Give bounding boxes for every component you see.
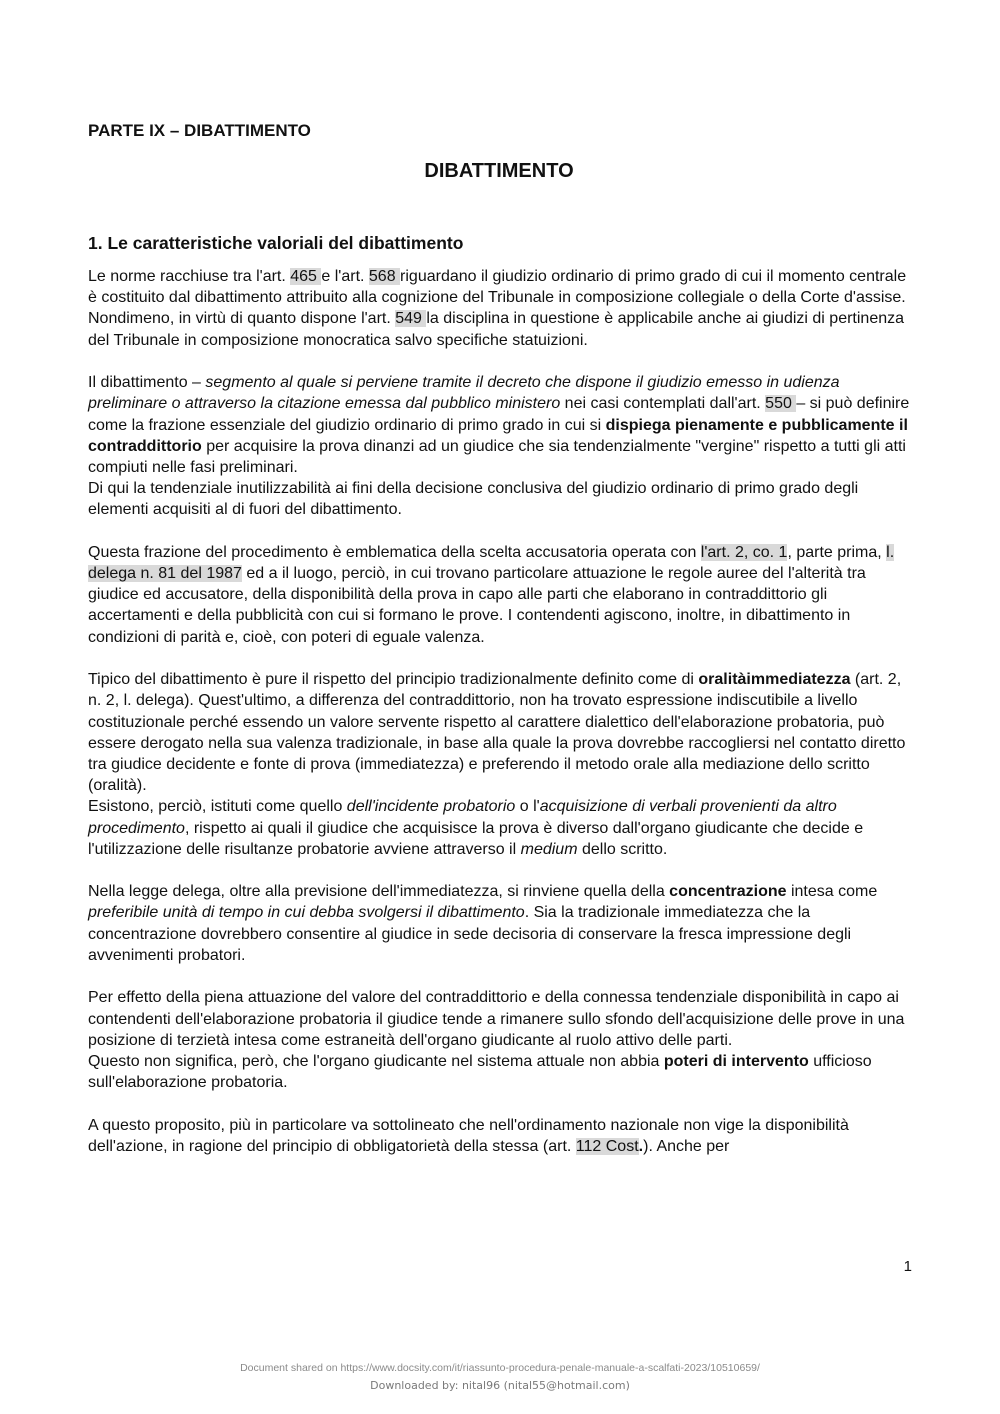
footer-downloaded-by: Downloaded by: nital96 (nital55@hotmail.com) [370,1379,630,1392]
text-run: A questo proposito, più in particolare va sottolineato che nell'ordinamento nazionale non vige la disponibilità dell'azione, in ragione del principio di obbligatorietà della stessa (art. [88,1116,849,1155]
article-reference-link[interactable]: 550 [765,395,797,413]
paragraph-6 [88,796,910,860]
paragraph-9 [88,1051,910,1093]
text-run: o l' [515,798,540,816]
text-run: , parte prima, [787,543,887,561]
text-run: Le norme racchiuse tra l'art. [88,268,291,285]
article-reference-link[interactable]: 465 [290,268,322,285]
paragraph-2 [88,372,910,478]
text-run: ufficioso sull'elaborazione probatoria. [88,1052,872,1092]
text-run: nei casi contemplati dall'art. [560,395,766,413]
paragraph-3: Di qui la tendenziale inutilizzabilità ai fini della decisione conclusiva del giudizio ordinario di primo grado degli elementi acquisiti al di fuori del dibattimento. [88,480,859,519]
document-title: DIBATTIMENTO [424,160,574,182]
italic-text: segmento al quale si perviene tramite il decreto che dispone il giudizio emesso in udienza preliminare o attraverso la citazione emessa dal pubblico ministero [88,374,840,413]
law-reference-link[interactable]: l. delega n. 81 del 1987 [88,543,895,583]
paragraph-10 [88,1115,910,1157]
text-run: . Sia la tradizionale immediatezza che la concentrazione dovrebbero consentire al giudice in sede decisoria di conservare la fresca impressione degli avvenimenti probatori. [88,904,852,964]
constitution-reference-link[interactable]: 112 Cost [575,1137,639,1155]
bold-text: oralitàimmediatezza [698,671,851,689]
footer-shared-url[interactable]: Document shared on https://www.docsity.com/it/riassunto-procedura-penale-manuale-a-scalfati-2023/10510659/ [240,1362,760,1374]
paragraph-4 [88,542,910,648]
bold-text: dispiega pienamente e pubblicamente il contraddittorio [88,416,908,455]
text-run: ed a il luogo, perciò, in cui trovano particolare attuazione le regole auree del l'alterità tra giudice ed accusatore, della disponibilità della prova in capo alle parti che elaborano in contraddittorio gli accertamenti e della pubblicità con cui si formano le prove. I contendenti agiscono, inoltre, in dibattimento in condizioni di parità e, cioè, con poteri di eguale valenza. [88,565,866,646]
text-run: intesa come [786,883,878,901]
article-reference-link[interactable]: 549 [395,310,427,328]
article-reference-link[interactable]: 568 [368,268,401,285]
text-run: , rispetto ai quali il giudice che acquisisce la prova è diverso dall'organo giudicante che decide e l'utilizzazione delle risultanze probatorie avviene attraverso il [88,819,864,858]
text-run: riguardano il giudizio ordinario di primo grado di cui il momento centrale è costituito dal dibattimento attribuito alla cognizione del Tribunale in composizione collegiale o della Corte d'assise. Nondimeno, in virtù di quanto dispone l'art. [88,268,907,328]
section-title: 1. Le caratteristiche valoriali del dibattimento [88,233,464,253]
paragraph-7 [88,881,910,966]
document-body [88,266,910,1157]
italic-text: acquisizione di verbali provenienti da altro procedimento [88,798,837,837]
bold-text: . [638,1137,644,1155]
page-number: 1 [903,1258,912,1275]
text-run: Questa frazione del procedimento è emblematica della scelta accusatoria operata con [88,543,701,561]
text-run: Esistono, perciò, istituti come quello [88,798,347,816]
bold-text: concentrazione [669,883,787,901]
paragraph-5 [88,669,910,796]
bold-text: poteri di intervento [663,1052,809,1070]
text-run: dello scritto. [577,840,668,858]
text-run: per acquisire la prova dinanzi ad un giudice che sia tendenzialmente "vergine" rispetto a tutti gli atti compiuti nelle fasi preliminari. [88,437,906,476]
text-run: e l'art. [321,268,369,285]
text-run: Nella legge delega, oltre alla previsione dell'immediatezza, si rinviene quella della [88,883,670,901]
text-run: la disciplina in questione è applicabile anche ai giudizi di pertinenza del Tribunale in composizione monocratica salvo specifiche statuizioni. [88,310,905,349]
italic-text: medium [520,840,578,858]
part-title: PARTE IX – DIBATTIMENTO [88,121,311,140]
text-run: (art. 2, n. 2, l. delega). Quest'ultimo, a differenza del contraddittorio, non ha trovato espressione indiscutibile a livello costituzionale perché essendo un valore servente rispetto al carattere dialettico dell'elaborazione probatoria, può essere derogato nella sua valenza tradizionale, in base alla quale la prova dovrebbe raccogliersi nel contatto diretto tra giudice decidente e fonte di prova (immediatezza) e preferendo il metodo orale alla mediazione dello scritto (oralità). [88,671,906,795]
italic-text: preferibile unità di tempo in cui debba svolgersi il dibattimento [88,904,525,922]
article-reference-link[interactable]: l'art. 2, co. 1 [700,543,788,561]
italic-text: dell'incidente probatorio [346,798,516,816]
text-run: Tipico del dibattimento è pure il rispetto del principio tradizionalmente definito come di [88,671,699,689]
text-run: ). Anche per [643,1137,730,1155]
paragraph-1 [88,266,910,351]
text-run: Il dibattimento – [88,374,206,392]
text-run: – si può definire come la frazione essenziale del giudizio ordinario di primo grado in cui si [88,395,910,434]
text-run: Questo non significa, però, che l'organo giudicante nel sistema attuale non abbia [88,1052,664,1070]
paragraph-8: Per effetto della piena attuazione del valore del contraddittorio e della connessa tendenziale disponibilità in capo ai contendenti dell'elaborazione probatoria il giudice tende a rimanere sullo sfondo dell'acquisizione delle prove in una posizione di terzietà intesa come estraneità dell'organo giudicante al ruolo attivo delle parti. [88,989,905,1049]
